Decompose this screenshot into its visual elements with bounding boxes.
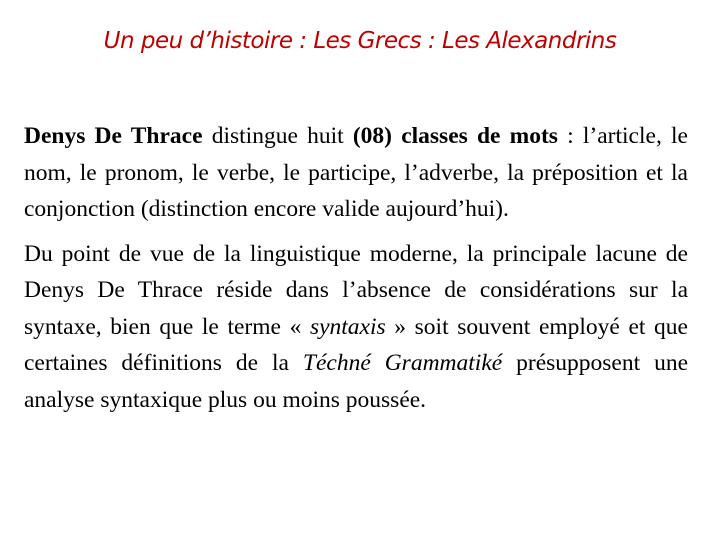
slide-title: Un peu d’histoire : Les Grecs : Les Alexandrins [103, 28, 617, 54]
paragraph-text: : l’article, le nom, le pronom, le verbe, le participe, l’adverbe, la préposition et la conjonction (distinction encore valide aujourd’hui). [24, 123, 688, 222]
italic-term: syntaxis [309, 313, 386, 340]
paragraph-text: présupposent une analyse syntaxique plus ou moins poussée. [24, 350, 688, 413]
author-name: Denys De Thrace [24, 123, 203, 149]
paragraph-word-classes [24, 118, 688, 228]
italic-work-title: Téchné Grammatiké [302, 350, 503, 376]
paragraph-syntax [24, 236, 688, 419]
paragraph-text: distingue huit [202, 123, 353, 149]
classes-count: (08) classes de mots [352, 123, 558, 149]
slide-body [24, 118, 688, 418]
paragraph-text: » soit souvent employé et que certaines définitions de la [24, 313, 688, 376]
paragraph-text: Du point de vue de la linguistique moderne, la principale lacune de Denys De Thrace réside dans l’absence de considérations sur la syntaxe, bien que le terme « [24, 240, 688, 340]
